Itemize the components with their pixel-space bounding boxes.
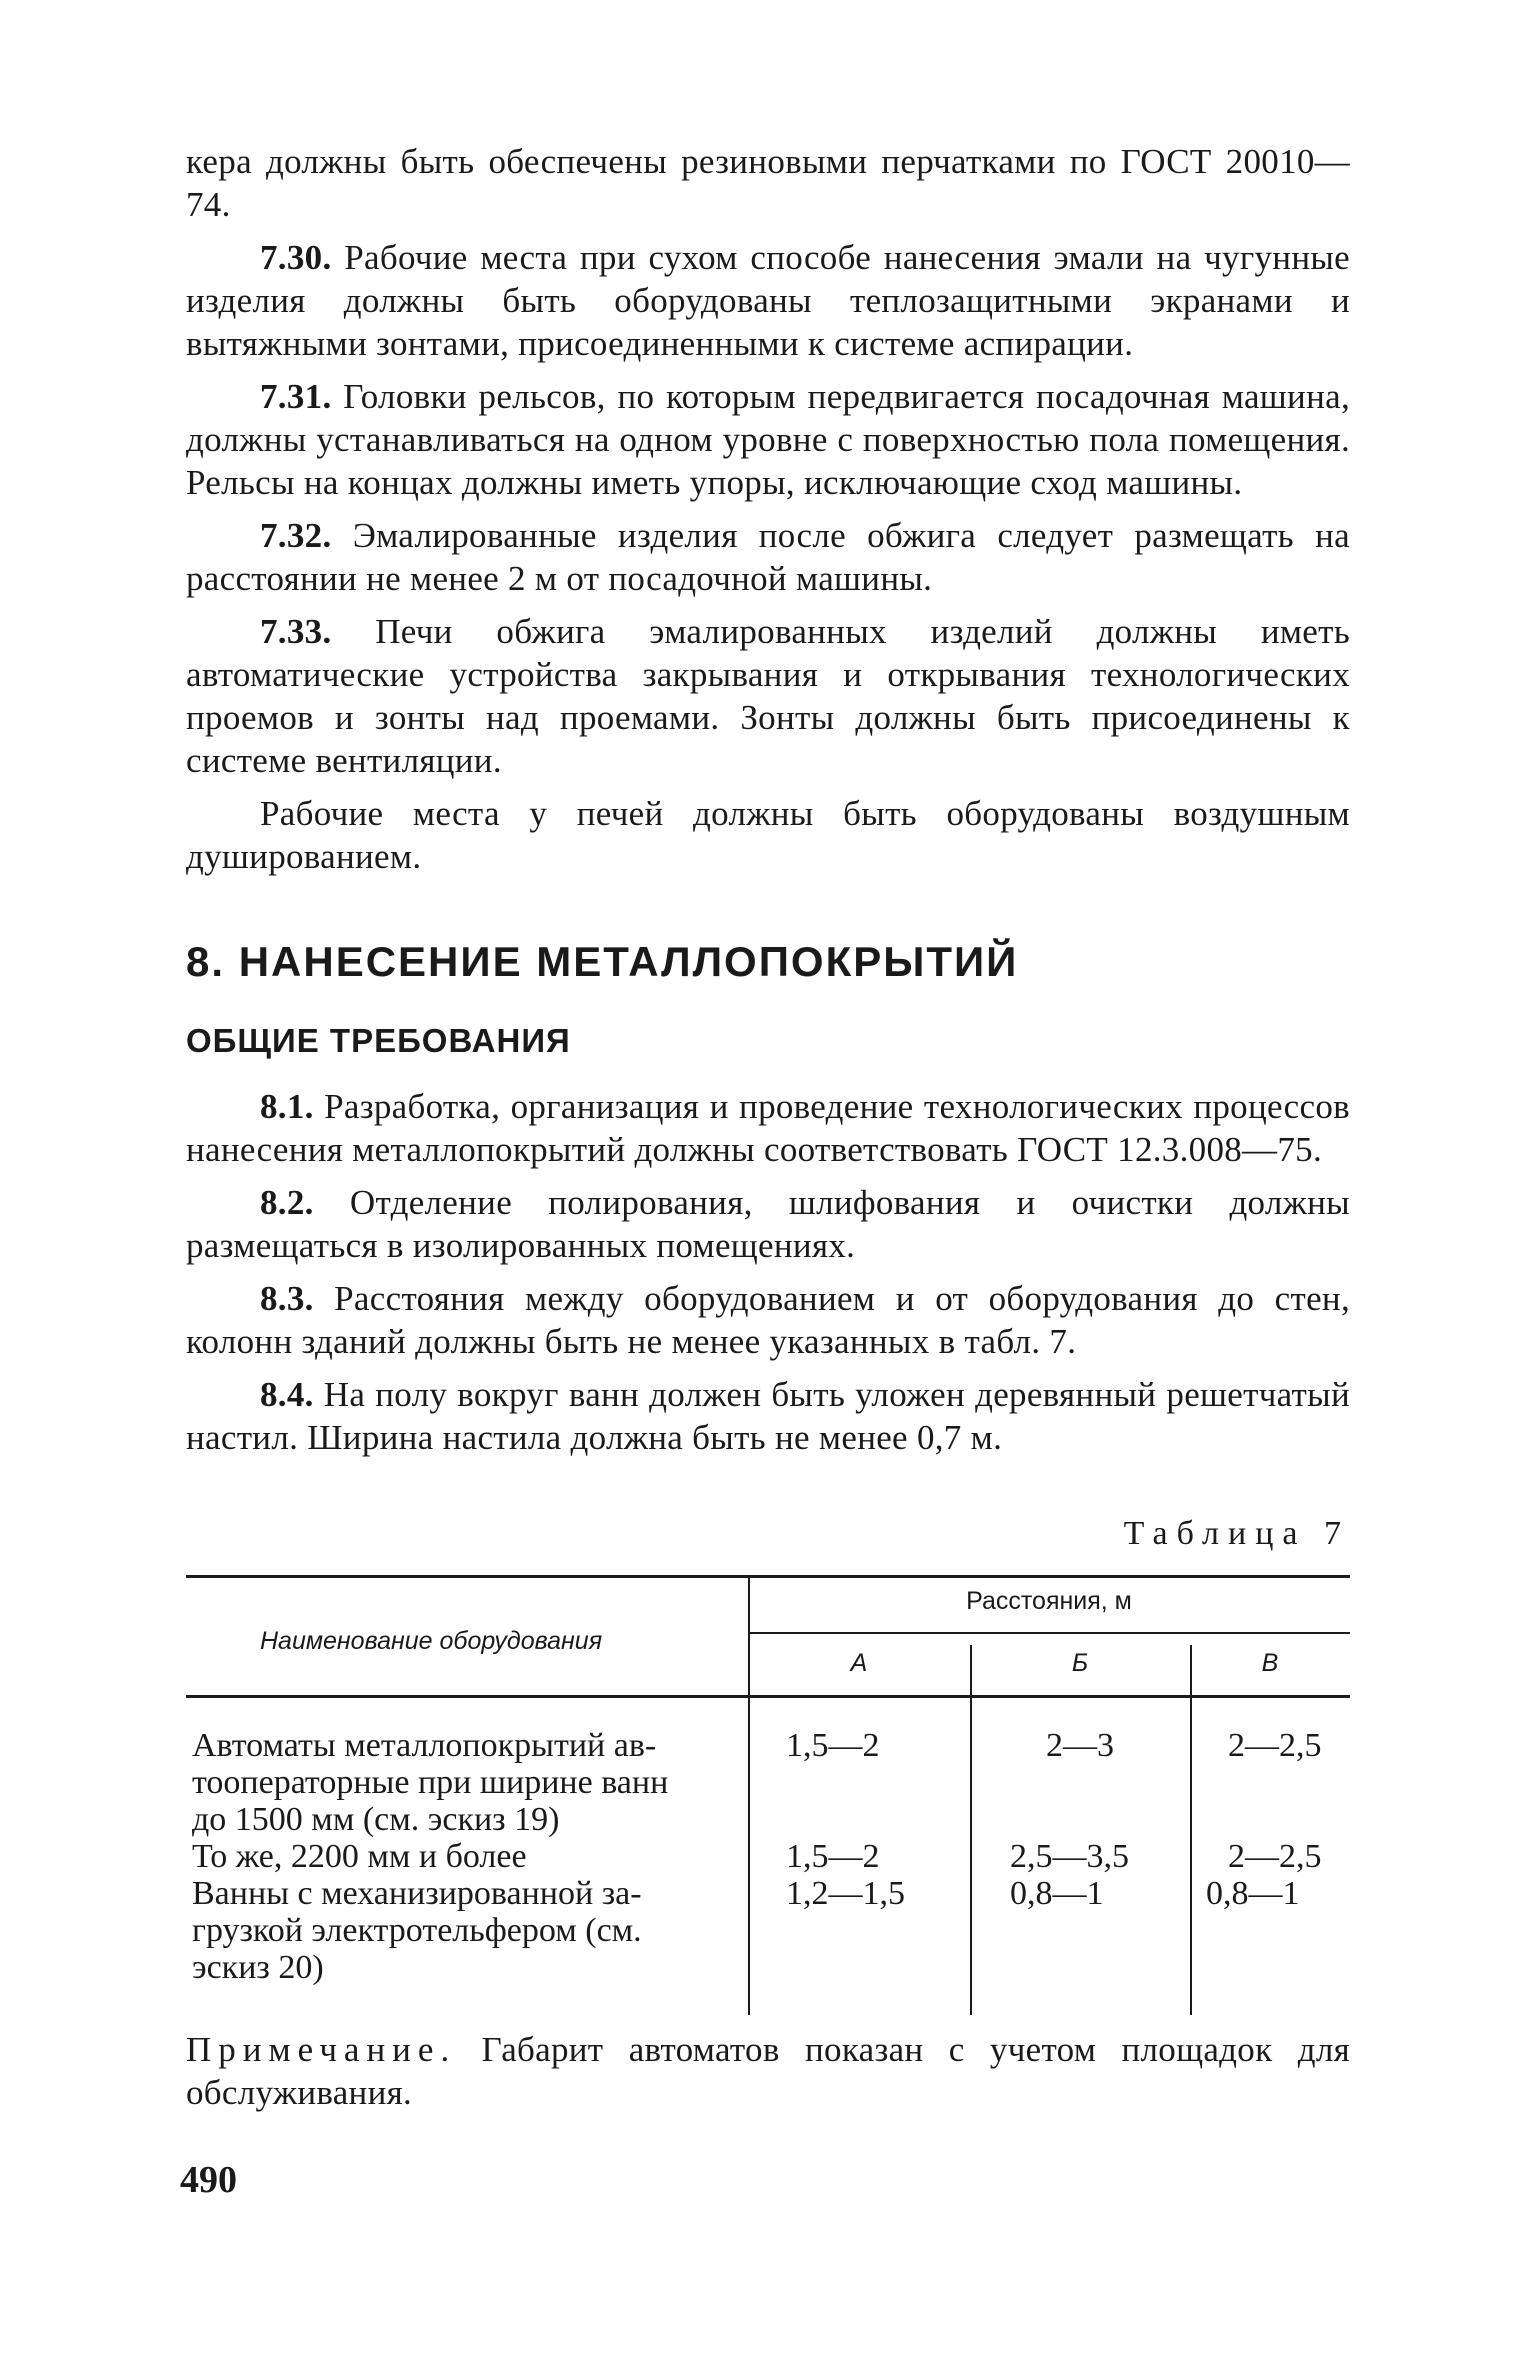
- column-header-b: Б: [1071, 1649, 1089, 1677]
- text-block-mid: [186, 1085, 1350, 1459]
- text-block-top: [186, 140, 1350, 878]
- table-row-2-c: 2—2,5: [1228, 1838, 1322, 1875]
- column-group-header: Расстояния, м: [966, 1587, 1132, 1615]
- paragraph-7-30: 7.30. Рабочие места при сухом способе нанесения эмали на чугунные изделия должны быть оборудованы теплозащитными экранами и вытяжными зонтами, присоединенными к системе аспирации.: [186, 238, 1351, 363]
- paragraph-7-32: 7.32. Эмалированные изделия после обжига следует размещать на расстоянии не менее 2 м от посадочной машины.: [186, 516, 1350, 598]
- column-header-name: Наименование оборудования: [260, 1627, 603, 1655]
- paragraph-8-3: 8.3. Расстояния между оборудованием и от оборудования до стен, колонн зданий должны быть не менее указанных в табл. 7.: [186, 1279, 1350, 1361]
- note-text: Габарит автоматов показан с учетом площадок для обслуживания.: [186, 2030, 1350, 2112]
- note-label: Примечание.: [186, 2030, 457, 2069]
- table-row-2-b: 2,5—3,5: [1010, 1838, 1129, 1875]
- table-7: [186, 1575, 1350, 2015]
- subsection-heading: [186, 1022, 1350, 1060]
- table-col-divider-3: [1190, 1645, 1192, 2015]
- table-note: [186, 2028, 1350, 2114]
- table-row-1-name: Автоматы металлопокрытий ав- тооператорные при ширине ванн до 1500 мм (см. эскиз 19): [192, 1727, 669, 1838]
- column-header-a: А: [850, 1649, 868, 1677]
- table-caption: Таблица 7: [1123, 1515, 1350, 1552]
- table-row-2-name: То же, 2200 мм и более: [192, 1838, 527, 1875]
- table-col-divider-1: [748, 1575, 750, 2015]
- table-row-3-b: 0,8—1: [1010, 1875, 1104, 1912]
- column-header-c: В: [1261, 1649, 1279, 1677]
- paragraph-8-1: 8.1. Разработка, организация и проведение технологических процессов нанесения металлопокрытий должны соответствовать ГОСТ 12.3.008—75.: [186, 1087, 1350, 1169]
- table-top-rule: [186, 1575, 1350, 1578]
- section-heading: [186, 938, 1350, 986]
- paragraph-8-4: 8.4. На полу вокруг ванн должен быть уложен деревянный решетчатый настил. Ширина настила должна быть не менее 0,7 м.: [186, 1375, 1350, 1457]
- table-row-1-c: 2—2,5: [1228, 1727, 1322, 1764]
- paragraph-7-31: 7.31. Головки рельсов, по которым передвигается посадочная машина, должны устанавливаться на одном уровне с поверхностью пола помещения. Рельсы на концах должны иметь упоры, исключающие сход машины.: [186, 377, 1350, 502]
- table-caption-row: [186, 1515, 1350, 1575]
- table-row-2-a: 1,5—2: [786, 1838, 880, 1875]
- section-title: 8. НАНЕСЕНИЕ МЕТАЛЛОПОКРЫТИЙ: [186, 938, 1019, 985]
- subsection-title: ОБЩИЕ ТРЕБОВАНИЯ: [186, 1022, 571, 1059]
- paragraph-8-2: 8.2. Отделение полирования, шлифования и очистки должны размещаться в изолированных помещениях.: [186, 1183, 1350, 1265]
- paragraph-continued: кера должны быть обеспечены резиновыми перчатками по ГОСТ 20010—74.: [186, 142, 1350, 224]
- table-header-rule: [186, 1695, 1350, 1698]
- paragraph-7-33: 7.33. Печи обжига эмалированных изделий должны иметь автоматические устройства закрывания и открывания технологических проемов и зонты над проемами. Зонты должны быть присоединены к системе вентиляции.: [186, 612, 1350, 780]
- table-col-divider-2: [970, 1645, 972, 2015]
- table-row-3-c: 0,8—1: [1206, 1875, 1300, 1912]
- paragraph-ovens: Рабочие места у печей должны быть оборудованы воздушным душированием.: [186, 794, 1350, 876]
- group-header-rule: [748, 1632, 1350, 1634]
- table-row-3-name: Ванны с механизированной за- грузкой электротельфером (см. эскиз 20): [192, 1875, 642, 1986]
- table-row-3-a: 1,2—1,5: [786, 1875, 905, 1912]
- table-row-1-a: 1,5—2: [786, 1727, 880, 1764]
- page-number: 490: [180, 2159, 237, 2201]
- table-row-1-b: 2—3: [1046, 1727, 1114, 1764]
